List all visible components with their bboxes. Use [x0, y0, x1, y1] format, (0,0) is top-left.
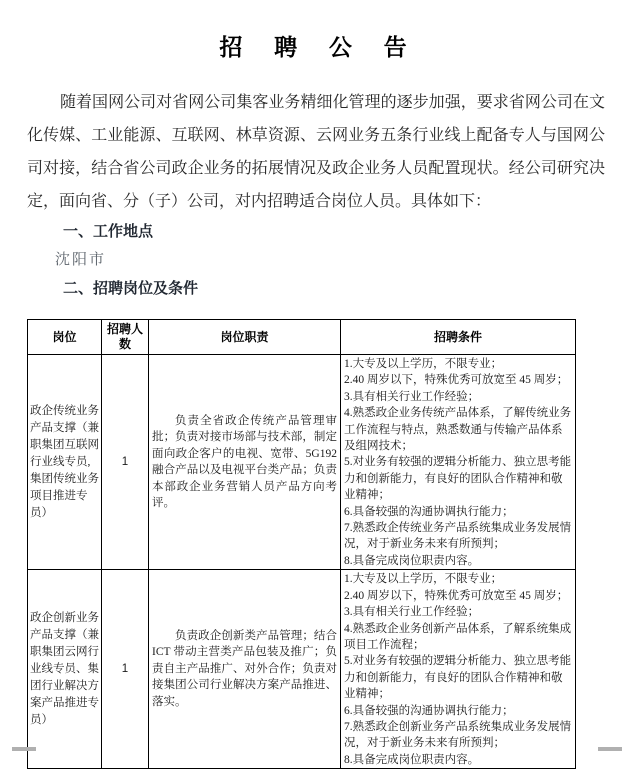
intro-paragraph: 随着国网公司对省网公司集客业务精细化管理的逐步加强，要求省网公司在文化传媒、工业能源、互联网、林草资源、云网业务五条行业线上配备专人与国网公司对接，结合省公司政企业务的拓展情况及政企业务人员配置现状。经公司研究决定，面向省、分（子）公司，对内招聘适合岗位人员。具体如下： — [27, 94, 605, 210]
duties-cell: 负责全省政企传统产品管理审批；负责对接市场部与技术部，制定面向政企客户的电视、宽带、5G192 融合产品以及电视平台类产品；负责本部政企业务营销人员产品方向考评。 — [149, 355, 341, 570]
section-heading-positions: 二、招聘岗位及条件 — [63, 280, 199, 297]
page-edge-mark-left — [12, 747, 36, 751]
document-title: 招 聘 公 告 — [219, 35, 413, 60]
positions-table — [27, 319, 576, 769]
section-heading-work-location: 一、工作地点 — [63, 223, 154, 240]
requirement-item: 8.具备完成岗位职责内容。 — [344, 554, 480, 567]
requirement-item: 2.40 周岁以下，特殊优秀可放宽至 45 周岁； — [344, 374, 569, 387]
header-requirements: 招聘条件 — [341, 320, 576, 355]
header-headcount: 招聘人数 — [102, 320, 149, 355]
headcount-cell: 1 — [102, 570, 149, 769]
page-edge-mark-right — [598, 747, 622, 751]
table-row — [28, 355, 576, 570]
requirement-item: 4.熟悉政企业务创新产品体系，了解系统集成项目工作流程； — [344, 622, 572, 651]
requirements-cell — [341, 355, 576, 570]
header-duties: 岗位职责 — [149, 320, 341, 355]
requirement-item: 8.具备完成岗位职责内容。 — [344, 753, 480, 766]
requirement-item: 6.具备较强的沟通协调执行能力； — [344, 505, 514, 518]
header-position: 岗位 — [28, 320, 102, 355]
requirement-item: 1.大专及以上学历，不限专业； — [344, 573, 503, 586]
requirement-item: 5.对业务有较强的逻辑分析能力、独立思考能力和创新能力，有良好的团队合作精神和敬业精神； — [344, 655, 572, 701]
requirement-item: 7.熟悉政企创新业务产品系统集成业务发展情况，对于新业务未来有所预判； — [344, 720, 572, 750]
table-header-row — [28, 320, 576, 355]
requirement-item: 3.具有相关行业工作经验； — [344, 390, 480, 403]
position-cell: 政企传统业务产品支撑（兼职集团互联网行业线专员,集团传统业务项目推进专员） — [28, 355, 102, 570]
table-row — [28, 570, 576, 769]
headcount-cell: 1 — [102, 355, 149, 570]
position-cell: 政企创新业务产品支撑（兼职集团云网行业线专员、集团行业解决方案产品推进专员） — [28, 570, 102, 769]
requirement-item: 2.40 周岁以下，特殊优秀可放宽至 45 周岁； — [344, 589, 569, 602]
requirement-item: 6.具备较强的沟通协调执行能力； — [344, 704, 514, 717]
requirement-item: 3.具有相关行业工作经验； — [344, 606, 480, 619]
work-location-text: 沈阳市 — [55, 252, 107, 268]
duties-cell: 负责政企创新类产品管理；结合 ICT 带动主营类产品包装及推广；负责自主产品推广、对外合作；负责对接集团公司行业解决方案产品推进、落实。 — [149, 570, 341, 769]
requirement-item: 7.熟悉政企传统业务产品系统集成业务发展情况，对于新业务未来有所预判； — [344, 522, 572, 551]
requirement-item: 5.对业务有较强的逻辑分析能力、独立思考能力和创新能力，有良好的团队合作精神和敬业精神； — [344, 456, 572, 502]
requirement-item: 1.大专及以上学历，不限专业； — [344, 358, 503, 370]
requirement-item: 4.熟悉政企业务传统产品体系，了解传统业务工作流程与特点，熟悉数通与传输产品体系及组网技术； — [344, 407, 572, 453]
requirements-cell — [341, 570, 576, 769]
